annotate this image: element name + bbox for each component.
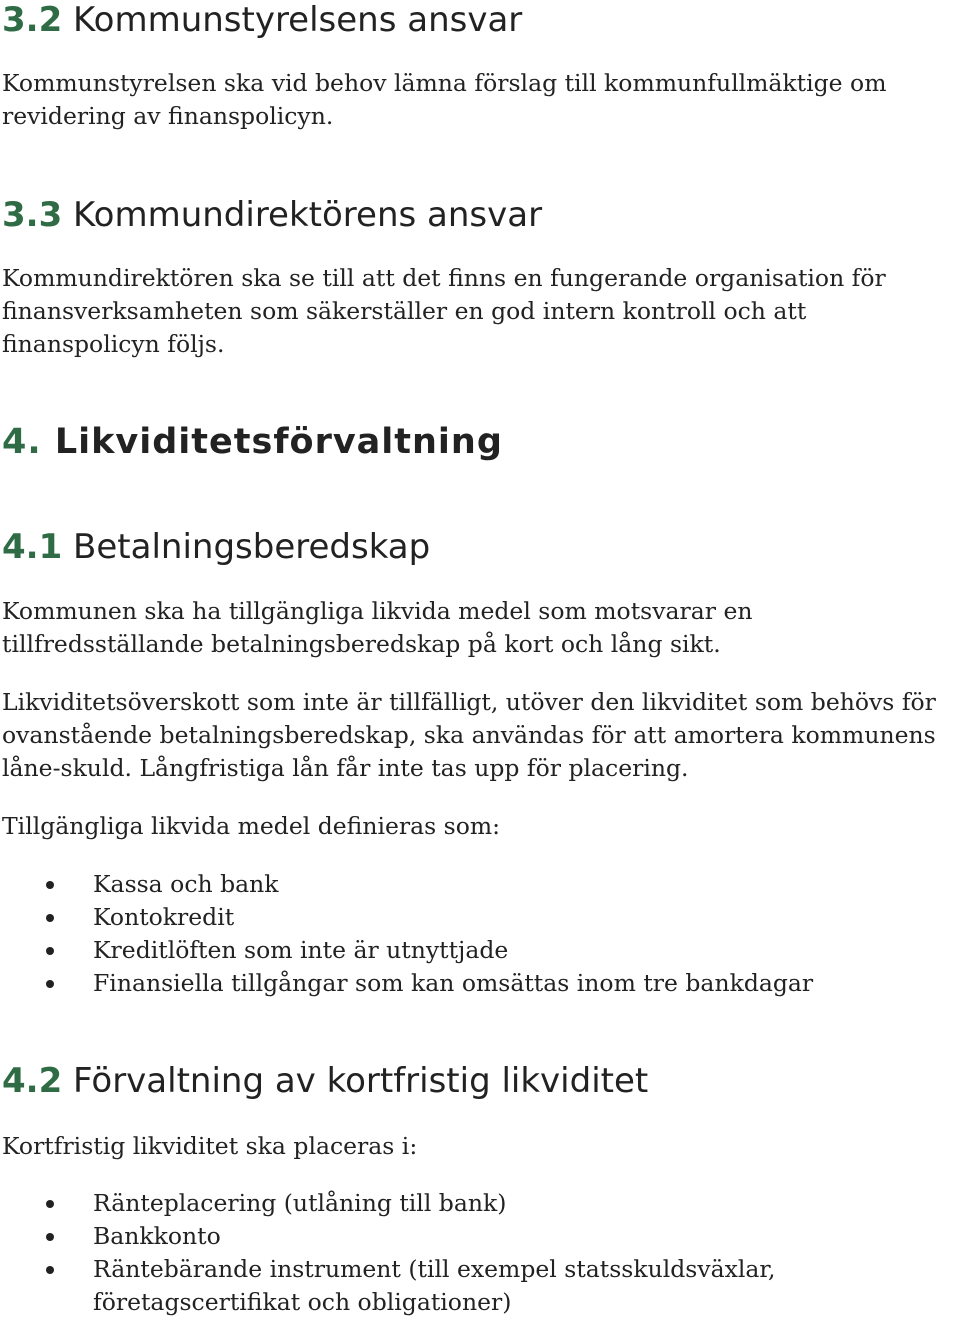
- heading-title: Förvaltning av kortfristig likviditet: [73, 1061, 649, 1101]
- list-item-text: Finansiella tillgångar som kan omsättas inom tre bankdagar: [93, 969, 814, 997]
- list-item-text: Kassa och bank: [93, 870, 279, 898]
- paragraph-3-3: Kommundirektören ska se till att det finns en fungerande organisation för finansverksamheten som säkerställer en god intern kontroll och att finanspolicyn följs.: [2, 264, 886, 358]
- heading-4-2: [2, 1061, 648, 1101]
- paragraph-4-2: Kortfristig likviditet ska placeras i:: [2, 1132, 418, 1160]
- list-item: [0, 868, 943, 901]
- list-item-text: Räntebärande instrument (till exempel statsskuldsväxlar, företagscertifikat och obligationer): [93, 1255, 776, 1316]
- heading-number: 4.1: [2, 527, 63, 567]
- bullet-icon: [46, 881, 54, 889]
- paragraph-4-1-c: Tillgängliga likvida medel definieras som:: [2, 812, 501, 840]
- list-item: [0, 1253, 943, 1319]
- heading-number: 4.2: [2, 1061, 63, 1101]
- heading-4: [2, 422, 503, 462]
- heading-4-1: [2, 527, 430, 567]
- heading-number: 4.: [2, 422, 42, 462]
- list-item-text: Kontokredit: [93, 903, 235, 931]
- list-item: [0, 1220, 943, 1253]
- paragraph-3-2: Kommunstyrelsen ska vid behov lämna förslag till kommunfullmäktige om revidering av finanspolicyn.: [2, 69, 887, 130]
- heading-title: Betalningsberedskap: [73, 527, 431, 567]
- list-item: [0, 967, 943, 1000]
- heading-title: Kommunstyrelsens ansvar: [73, 0, 523, 40]
- heading-number: 3.2: [2, 0, 63, 40]
- bullet-icon: [46, 1266, 54, 1274]
- heading-3-2: [2, 0, 522, 40]
- heading-3-3: [2, 195, 542, 235]
- heading-number: 3.3: [2, 195, 63, 235]
- bullet-icon: [46, 947, 54, 955]
- list-item-text: Ränteplacering (utlåning till bank): [93, 1189, 507, 1217]
- heading-title: Likviditetsförvaltning: [54, 422, 503, 462]
- paragraph-4-1-a: Kommunen ska ha tillgängliga likvida medel som motsvarar en tillfredsställande betalningsberedskap på kort och lång sikt.: [2, 597, 753, 658]
- list-item: [0, 934, 943, 967]
- list-item: [0, 1187, 943, 1220]
- list-item-text: Bankkonto: [93, 1222, 221, 1250]
- paragraph-4-1-b: Likviditetsöverskott som inte är tillfälligt, utöver den likviditet som behövs för ovanstående betalningsberedskap, ska användas för att amortera kommunens låne-skuld. Långfristiga lån får inte tas upp för placering.: [2, 688, 936, 782]
- bullet-list-placements: [0, 1187, 943, 1319]
- bullet-icon: [46, 1200, 54, 1208]
- list-item: [0, 901, 943, 934]
- bullet-list-liquid-assets: [0, 868, 943, 1000]
- heading-title: Kommundirektörens ansvar: [73, 195, 543, 235]
- list-item-text: Kreditlöften som inte är utnyttjade: [93, 936, 509, 964]
- bullet-icon: [46, 1233, 54, 1241]
- bullet-icon: [46, 914, 54, 922]
- bullet-icon: [46, 980, 54, 988]
